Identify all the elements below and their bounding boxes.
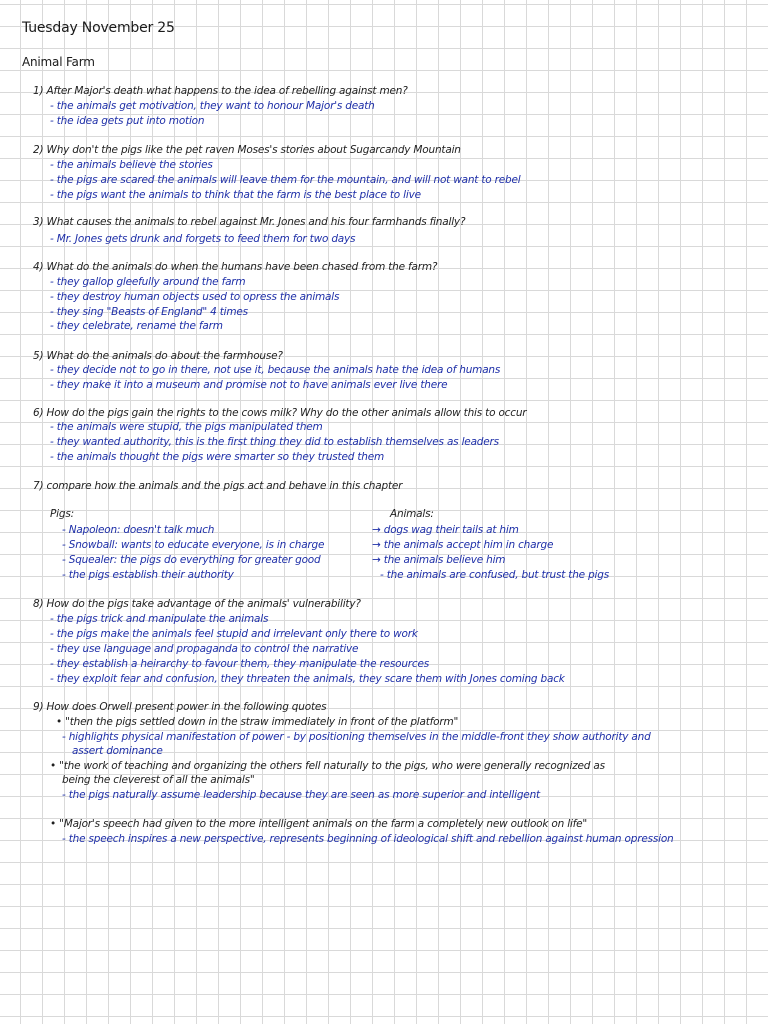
- animals-item: - the animals are confused, but trust the pigs: [380, 569, 609, 581]
- question-3: 3) What causes the animals to rebel against Mr. Jones and his four farmhands finally?: [33, 216, 466, 228]
- answer-line: - they gallop gleefully around the farm: [50, 276, 246, 288]
- pigs-item: - the pigs establish their authority: [62, 569, 234, 581]
- quote-line: • "then the pigs settled down in the straw immediately in front of the platform": [56, 716, 459, 728]
- answer-line: - highlights physical manifestation of power - by positioning themselves in the middle-front they show authority and: [62, 731, 651, 743]
- quote-line: • "Major's speech had given to the more intelligent animals on the farm a completely new outlook on life": [50, 818, 588, 830]
- answer-line: assert dominance: [72, 745, 163, 757]
- quote-line: being the cleverest of all the animals": [62, 774, 255, 786]
- answer-line: - they establish a heirarchy to favour them, they manipulate the resources: [50, 658, 430, 670]
- question-4: 4) What do the animals do when the humans have been chased from the farm?: [33, 261, 438, 273]
- answer-line: - they decide not to go in there, not use it, because the animals hate the idea of humans: [50, 364, 501, 376]
- animals-heading: Animals:: [390, 508, 434, 520]
- pigs-item: - Napoleon: doesn't talk much: [62, 524, 215, 536]
- question-1: 1) After Major's death what happens to the idea of rebelling against men?: [33, 85, 408, 97]
- answer-line: - the animals believe the stories: [50, 159, 213, 171]
- date-heading: Tuesday November 25: [22, 20, 175, 36]
- answer-line: - they sing "Beasts of England" 4 times: [50, 306, 248, 318]
- answer-line: - the pigs naturally assume leadership because they are seen as more superior and intelligent: [62, 789, 540, 801]
- answer-line: - they wanted authority, this is the first thing they did to establish themselves as leaders: [50, 436, 499, 448]
- answer-line: - the pigs are scared the animals will leave them for the mountain, and will not want to rebel: [50, 174, 521, 186]
- answer-line: - Mr. Jones gets drunk and forgets to feed them for two days: [50, 233, 356, 245]
- question-9: 9) How does Orwell present power in the following quotes: [33, 701, 327, 713]
- answer-line: - they make it into a museum and promise not to have animals ever live there: [50, 379, 448, 391]
- question-5: 5) What do the animals do about the farmhouse?: [33, 350, 283, 362]
- answer-line: - the pigs trick and manipulate the animals: [50, 613, 269, 625]
- answer-line: - the animals thought the pigs were smarter so they trusted them: [50, 451, 384, 463]
- question-2: 2) Why don't the pigs like the pet raven Moses's stories about Sugarcandy Mountain: [33, 144, 461, 156]
- answer-line: - they exploit fear and confusion, they threaten the animals, they scare them with Jones coming back: [50, 673, 565, 685]
- quote-line: • "the work of teaching and organizing the others fell naturally to the pigs, who were generally recognized as: [50, 760, 605, 772]
- question-6: 6) How do the pigs gain the rights to the cows milk? Why do the other animals allow this to occur: [33, 407, 527, 419]
- answer-line: - the speech inspires a new perspective, represents beginning of ideological shift and rebellion against human opression: [62, 833, 674, 845]
- pigs-item: - Squealer: the pigs do everything for greater good: [62, 554, 321, 566]
- answer-line: - the animals were stupid, the pigs manipulated them: [50, 421, 323, 433]
- answer-line: - the idea gets put into motion: [50, 115, 205, 127]
- subject-heading: Animal Farm: [22, 55, 95, 69]
- animals-item: → the animals believe him: [372, 554, 506, 566]
- answer-line: - they destroy human objects used to opress the animals: [50, 291, 340, 303]
- question-8: 8) How do the pigs take advantage of the animals' vulnerability?: [33, 598, 361, 610]
- answer-line: - they use language and propaganda to control the narrative: [50, 643, 359, 655]
- answer-line: - the animals get motivation, they want to honour Major's death: [50, 100, 375, 112]
- answer-line: - the pigs make the animals feel stupid and irrelevant only there to work: [50, 628, 418, 640]
- question-7: 7) compare how the animals and the pigs act and behave in this chapter: [33, 480, 403, 492]
- pigs-heading: Pigs:: [50, 508, 74, 520]
- answer-line: - the pigs want the animals to think that the farm is the best place to live: [50, 189, 421, 201]
- pigs-item: - Snowball: wants to educate everyone, is in charge: [62, 539, 325, 551]
- animals-item: → dogs wag their tails at him: [372, 524, 519, 536]
- answer-line: - they celebrate, rename the farm: [50, 320, 223, 332]
- animals-item: → the animals accept him in charge: [372, 539, 554, 551]
